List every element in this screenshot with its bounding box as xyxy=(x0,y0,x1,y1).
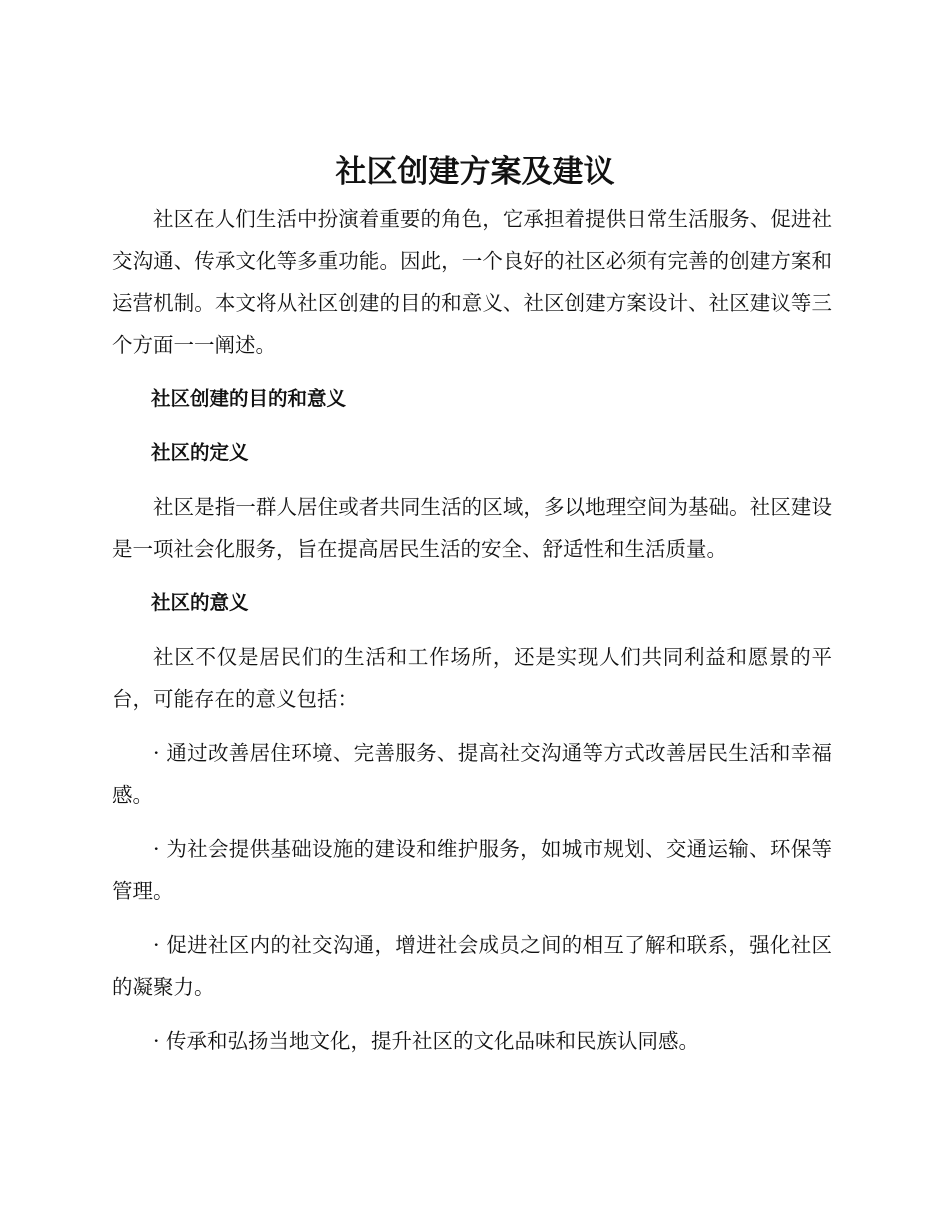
intro-paragraph: 社区在人们生活中扮演着重要的角色，它承担着提供日常生活服务、促进社交沟通、传承文化等多重功能。因此，一个良好的社区必须有完善的创建方案和运营机制。本文将从社区创建的目的和意义、社区创建方案设计、社区建议等三个方面一一阐述。 xyxy=(112,207,832,357)
meaning-paragraph: 社区不仅是居民们的生活和工作场所，还是实现人们共同利益和愿景的平台，可能存在的意义包括： xyxy=(112,645,832,711)
meaning-bullet-1: · 通过改善居住环境、完善服务、提高社交沟通等方式改善居民生活和幸福感。 xyxy=(112,741,832,807)
meaning-bullet-2: · 为社会提供基础设施的建设和维护服务，如城市规划、交通运输、环保等管理。 xyxy=(112,837,832,903)
subheading-definition: 社区的定义 xyxy=(151,441,249,464)
document-body xyxy=(112,198,832,1074)
definition-paragraph: 社区是指一群人居住或者共同生活的区域，多以地理空间为基础。社区建设是一项社会化服务，旨在提高居民生活的安全、舒适性和生活质量。 xyxy=(112,495,832,561)
meaning-bullet-3: · 促进社区内的社交沟通，增进社会成员之间的相互了解和联系，强化社区的凝聚力。 xyxy=(112,933,832,999)
subheading-meaning: 社区的意义 xyxy=(151,591,249,614)
section-heading-purpose: 社区创建的目的和意义 xyxy=(151,387,347,410)
meaning-bullet-4: · 传承和弘扬当地文化，提升社区的文化品味和民族认同感。 xyxy=(153,1029,700,1053)
document-title: 社区创建方案及建议 xyxy=(335,154,615,190)
